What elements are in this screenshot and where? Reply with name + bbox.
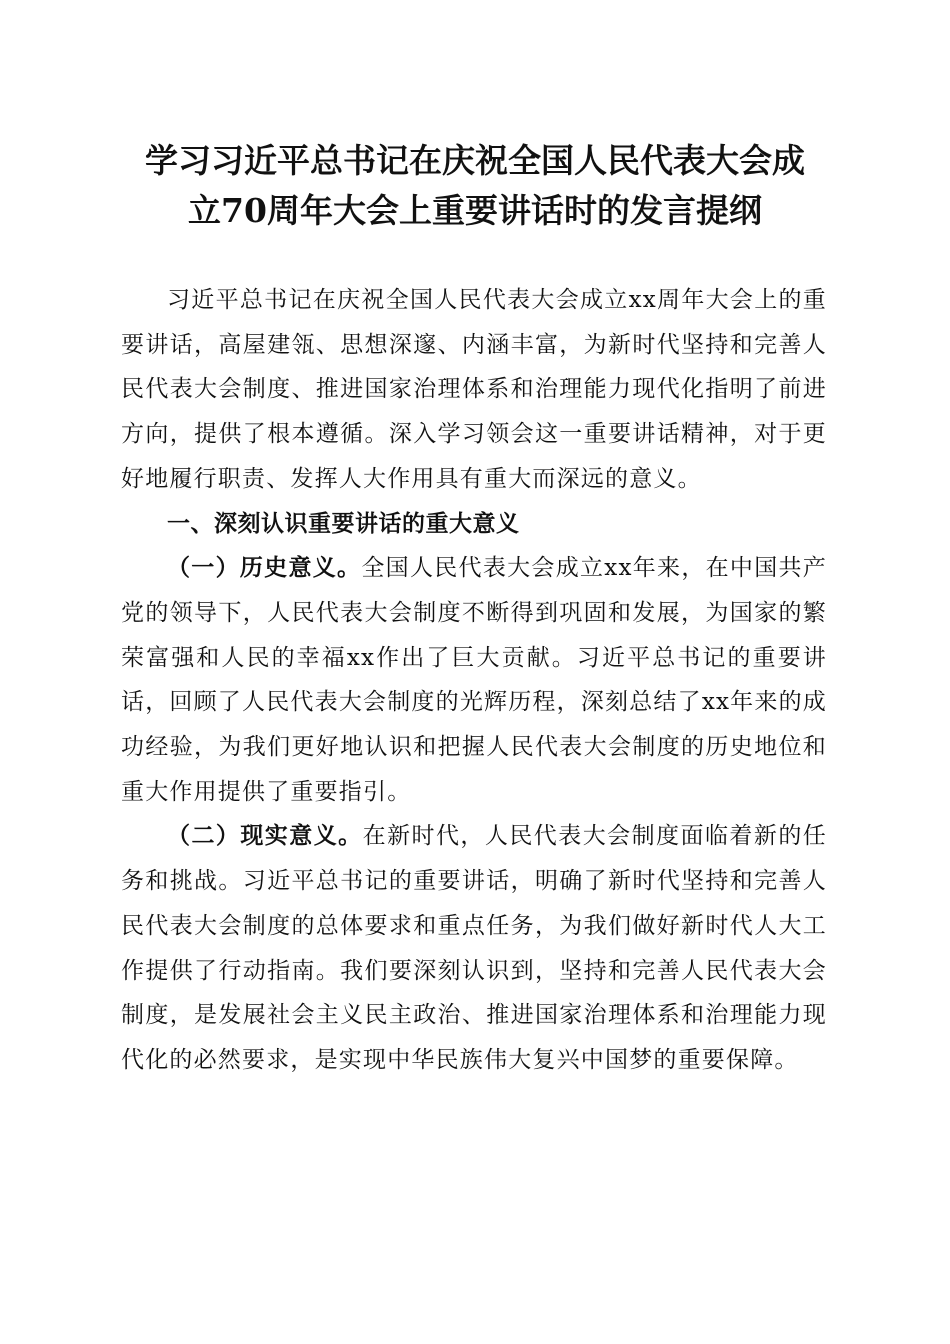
section-1-heading: 一、深刻认识重要讲话的重大意义 — [167, 510, 520, 537]
subsection-1-label: （一）历史意义。 — [167, 554, 362, 582]
subsection-2-label: （二）现实意义。 — [167, 822, 363, 850]
title-line-2: 立70周年大会上重要讲话时的发言提纲 — [188, 191, 762, 230]
document-title — [110, 136, 840, 236]
subsection-2-text: 在新时代，人民代表大会制度面临着新的任务和挑战。习近平总书记的重要讲话，明确了新时代坚持和完善人民代表大会制度的总体要求和重点任务，为我们做好新时代人大工作提供了行动指南。我们要深刻认识到，坚持和完善人民代表大会制度，是发展社会主义民主政治、推进国家治理体系和治理能力现代化的必然要求，是实现中华民族伟大复兴中国梦的重要保障。 — [121, 823, 827, 1073]
title-line-1: 学习习近平总书记在庆祝全国人民代表大会成 — [145, 141, 805, 180]
subsection-1-paragraph — [121, 546, 827, 814]
document-body — [121, 278, 827, 1083]
subsection-2-paragraph — [121, 814, 827, 1082]
subsection-1-text: 全国人民代表大会成立xx年来，在中国共产党的领导下，人民代表大会制度不断得到巩固和发展，为国家的繁荣富强和人民的幸福xx作出了巨大贡献。习近平总书记的重要讲话，回顾了人民代表大会制度的光辉历程，深刻总结了xx年来的成功经验，为我们更好地认识和把握人民代表大会制度的历史地位和重大作用提供了重要指引。 — [121, 555, 827, 805]
intro-paragraph: 习近平总书记在庆祝全国人民代表大会成立xx周年大会上的重要讲话，高屋建瓴、思想深邃、内涵丰富，为新时代坚持和完善人民代表大会制度、推进国家治理体系和治理能力现代化指明了前进方向，提供了根本遵循。深入学习领会这一重要讲话精神，对于更好地履行职责、发挥人大作用具有重大而深远的意义。 — [121, 287, 827, 492]
